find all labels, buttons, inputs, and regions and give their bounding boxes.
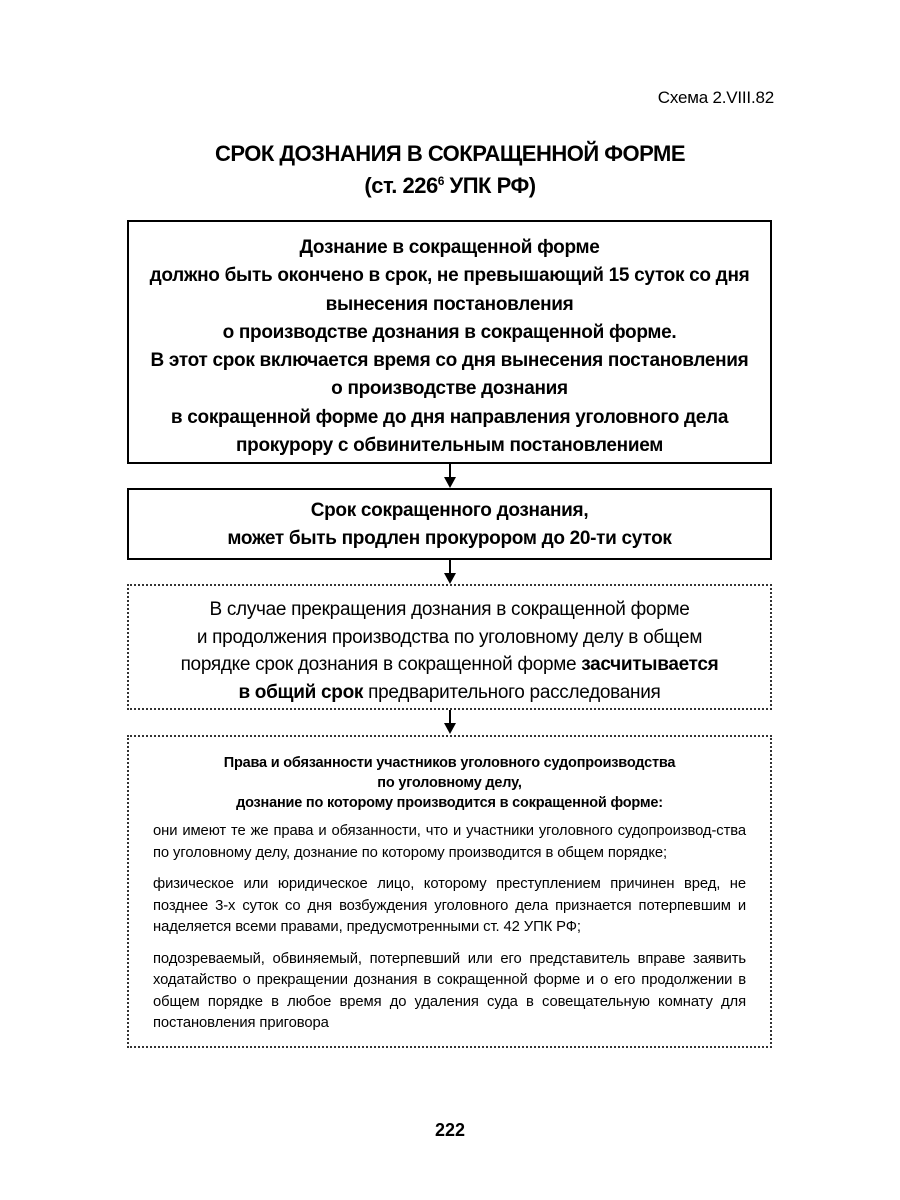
box1-line: прокурору с обвинительным постановлением xyxy=(236,435,663,457)
down-arrow-icon xyxy=(444,464,456,488)
box2-line: Срок сокращенного дознания, xyxy=(310,500,589,521)
title-superscript: 6 xyxy=(437,174,444,188)
title-line-1: СРОК ДОЗНАНИЯ В СОКРАЩЕННОЙ ФОРМЕ xyxy=(214,141,686,166)
rights-heading xyxy=(153,753,746,813)
rights-paragraph: физическое или юридическое лицо, которому преступлением причинен вред, не позднее 3-х суток со дня возбуждения уголовного дела признается потерпевшим и наделяется всеми правами, предусмотренными ст. 42 УПК РФ; xyxy=(153,876,746,935)
title-line-2-suffix: УПК РФ) xyxy=(443,173,536,198)
box3-line: и продолжения производства по уголовному делу в общем xyxy=(196,626,703,648)
page-title xyxy=(0,138,900,202)
box1-line: вынесения постановления xyxy=(325,293,574,315)
box2-line: может быть продлен прокурором до 20-ти суток xyxy=(227,528,672,549)
title-line-2 xyxy=(0,170,900,202)
rights-heading-line: дознание по которому производится в сокращенной форме: xyxy=(236,795,663,811)
participants-rights-box xyxy=(127,735,772,1048)
rights-paragraph: подозреваемый, обвиняемый, потерпевший или его представитель вправе заявить ходатайство о прекращении дознания в сокращенной форме и о его продолжении в общем порядке в любое время до удаления суда в совещательную комнату для постановления приговора xyxy=(153,950,746,1031)
termination-box xyxy=(127,584,772,710)
title-line-2-prefix: (ст. 226 xyxy=(364,173,438,198)
rights-paragraph: они имеют те же права и обязанности, что и участники уголовного судопроизвод-ства по уголовному делу, дознание по которому производится в общем порядке; xyxy=(153,823,746,861)
rights-heading-line: Права и обязанности участников уголовного судопроизводства xyxy=(223,755,676,771)
box3-line4-bold: в общий срок xyxy=(238,681,364,703)
box3-line3-bold: засчитывается xyxy=(581,654,719,675)
box1-line: должно быть окончено в срок, не превышающий 15 суток со дня xyxy=(149,265,750,287)
box3-line: В случае прекращения дознания в сокращенной форме xyxy=(209,599,690,620)
page-number: 222 xyxy=(434,1120,466,1140)
box1-line: в сокращенной форме до дня направления уголовного дела xyxy=(170,406,729,428)
rights-heading-line: по уголовному делу, xyxy=(377,775,522,791)
box1-line: В этот срок включается время со дня вынесения постановления xyxy=(150,350,749,372)
box1-line: о производстве дознания в сокращенной форме. xyxy=(222,321,677,343)
box3-line3-normal: порядке срок дознания в сокращенной форме xyxy=(180,654,582,675)
box3-line xyxy=(129,679,770,707)
box3-line xyxy=(129,651,770,679)
scheme-label: Схема 2.VIII.82 xyxy=(657,88,774,107)
down-arrow-icon xyxy=(444,560,456,584)
extension-box xyxy=(127,488,772,560)
down-arrow-icon xyxy=(444,710,456,734)
box3-line4-normal: предварительного расследования xyxy=(363,681,661,703)
box1-line: Дознание в сокращенной форме xyxy=(299,237,600,258)
term-definition-box xyxy=(127,220,772,464)
box1-line: о производстве дознания xyxy=(331,378,568,400)
